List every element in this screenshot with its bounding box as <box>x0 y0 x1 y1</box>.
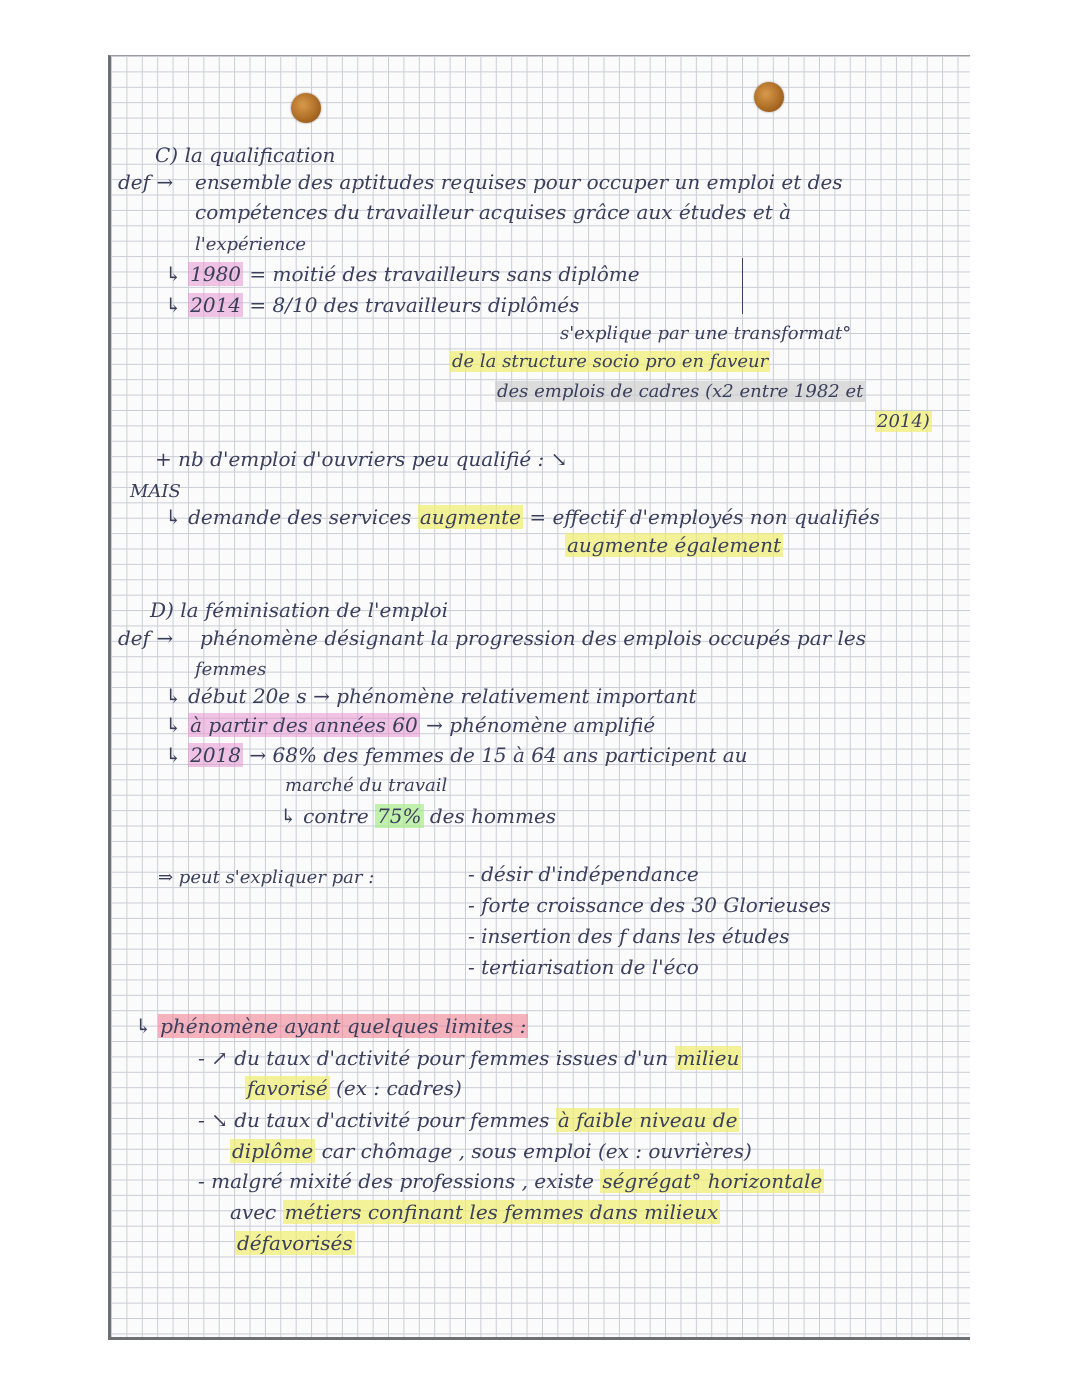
d-def-line-1: phénomène désignant la progression des emplois occupés par les <box>200 626 867 650</box>
bracket <box>742 258 743 314</box>
limit-3-a: - malgré mixité des professions , existe <box>198 1169 594 1193</box>
limit-2-c: car chômage , sous emploi (ex : ouvrières) <box>321 1139 752 1163</box>
d-def-label: def → <box>118 626 174 650</box>
d-debut-a: début 20e s <box>188 684 307 708</box>
c-demande-a: demande des services <box>188 505 412 529</box>
d-peut-line: ⇒ peut s'expliquer par : <box>158 867 375 888</box>
limit-1-line <box>198 1046 741 1070</box>
year-2014: 2014 <box>190 293 242 317</box>
d-annees-line: ↳ à partir des années 60 → phénomène amplifié <box>165 713 656 737</box>
d-debut-b: → phénomène relativement important <box>313 684 697 708</box>
c-expl-2 <box>450 350 770 374</box>
limit-3-hl: ségrégat° horizontale <box>602 1169 823 1193</box>
d-reason-1: - désir d'indépendance <box>468 862 699 886</box>
d-2018-line: ↳ 2018 → 68% des femmes de 15 à 64 ans participent au <box>165 743 748 767</box>
section-d-title: D) la féminisation de l'emploi <box>150 598 448 622</box>
d-reason-4: - tertiarisation de l'éco <box>468 955 699 979</box>
d-annees-a: à partir des années 60 <box>190 713 418 737</box>
c-demande-c <box>565 533 783 557</box>
limit-1-b: favorisé <box>247 1076 328 1100</box>
limit-3-b: avec <box>230 1200 277 1224</box>
c-def-line-2: compétences du travailleur acquises grâce aux études et à <box>195 200 792 224</box>
c-1980-text: = moitié des travailleurs sans diplôme <box>249 262 640 286</box>
c-expl-2-text: de la structure socio pro en faveur <box>452 351 769 372</box>
c-demande-hl: augmente <box>419 505 521 529</box>
c-expl-3-text: des emplois de cadres (x2 entre 1982 et <box>497 381 864 402</box>
c-expl-4 <box>875 410 932 434</box>
limit-2-b: diplôme <box>232 1139 314 1163</box>
year-2018: 2018 <box>190 743 242 767</box>
limits-title: phénomène ayant quelques limites : <box>160 1014 527 1038</box>
limit-2-hl: à faible niveau de <box>557 1108 738 1132</box>
d-contre-b: des hommes <box>429 804 557 828</box>
c-demande-b: = effectif d'employés non qualifiés <box>529 505 880 529</box>
limit-3-hl2: métiers confinant les femmes dans milieux <box>284 1200 719 1224</box>
c-def-line-1: ensemble des aptitudes requises pour occuper un emploi et des <box>195 170 843 194</box>
c-demande-line: ↳ demande des services augmente = effectif d'employés non qualifiés <box>165 505 880 529</box>
d-def-line-2: femmes <box>195 659 267 680</box>
d-reason-3: - insertion des f dans les études <box>468 924 790 948</box>
limit-2-line-2 <box>230 1139 752 1163</box>
limit-3-line-2 <box>230 1200 720 1224</box>
section-c-title: C) la qualification <box>155 143 336 167</box>
c-plus-line: + nb d'emploi d'ouvriers peu qualifié : ↘ <box>155 447 568 471</box>
limit-1-line-2 <box>245 1076 462 1100</box>
limit-1-a: - ↗ du taux d'activité pour femmes issues d'un <box>198 1046 669 1070</box>
limit-2-line <box>198 1108 739 1132</box>
limit-1-hl: milieu <box>676 1046 740 1070</box>
limit-3-line <box>198 1169 824 1193</box>
c-mais: MAIS <box>130 481 181 502</box>
d-annees-b: → phénomène amplifié <box>426 713 656 737</box>
limits-title-line: ↳ phénomène ayant quelques limites : <box>135 1014 527 1038</box>
punch-hole-left <box>291 93 321 123</box>
c-demande-c-text: augmente également <box>567 533 782 557</box>
c-row-1980: ↳ 1980 = moitié des travailleurs sans diplôme <box>165 262 640 286</box>
d-contre-line: ↳ contre 75% des hommes <box>280 804 557 828</box>
d-reason-2: - forte croissance des 30 Glorieuses <box>468 893 831 917</box>
c-row-2014: ↳ 2014 = 8/10 des travailleurs diplômés <box>165 293 580 317</box>
c-expl-4-text: 2014) <box>877 411 930 432</box>
d-2018-text: → 68% des femmes de 15 à 64 ans participent au <box>249 743 748 767</box>
limit-3-c: défavorisés <box>237 1231 353 1255</box>
limit-1-c: (ex : cadres) <box>336 1076 462 1100</box>
c-def-label: def → <box>118 170 174 194</box>
c-expl-3 <box>495 380 865 404</box>
d-contre-hl: 75% <box>377 804 422 828</box>
limit-3-line-3 <box>235 1231 355 1255</box>
c-2014-text: = 8/10 des travailleurs diplômés <box>249 293 580 317</box>
d-contre-a: contre <box>303 804 369 828</box>
c-def-line-3: l'expérience <box>195 234 307 255</box>
d-2018-text-2: marché du travail <box>285 775 448 796</box>
c-expl-1: s'explique par une transformat° <box>560 323 852 344</box>
year-1980: 1980 <box>190 262 242 286</box>
limit-2-a: - ↘ du taux d'activité pour femmes <box>198 1108 550 1132</box>
punch-hole-right <box>754 82 784 112</box>
d-debut-line: ↳ début 20e s → phénomène relativement important <box>165 684 697 708</box>
